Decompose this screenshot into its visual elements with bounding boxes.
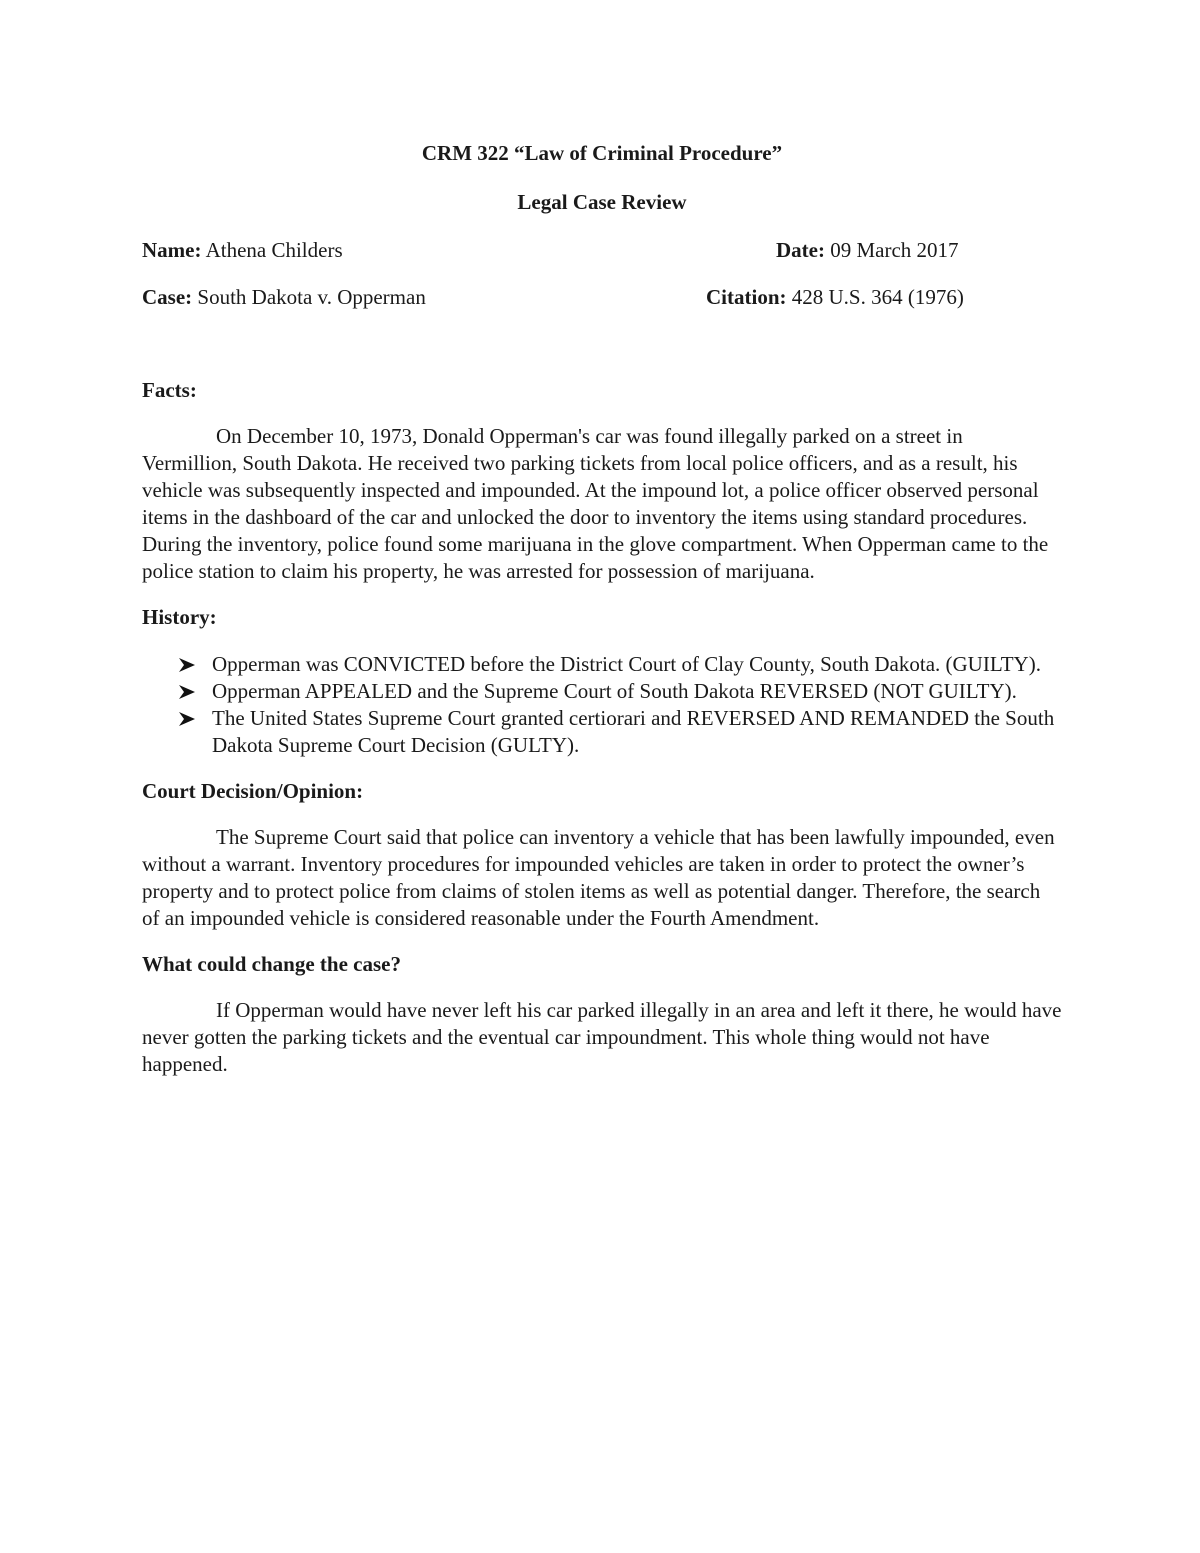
name-label: Name: — [142, 238, 202, 262]
arrow-bullet-icon — [177, 657, 197, 673]
citation-label: Citation: — [706, 285, 787, 309]
document-subtitle: Legal Case Review — [517, 190, 687, 214]
name-field — [142, 237, 343, 264]
meta-row-name-date — [142, 237, 1062, 264]
what-could-change-paragraph: If Opperman would have never left his car parked illegally in an area and left it there, he would have never gotten the parking tickets and the eventual car impoundment. This whole thing would not have happened. — [142, 998, 1062, 1076]
history-item-text: Opperman APPEALED and the Supreme Court of South Dakota REVERSED (NOT GUILTY). — [212, 679, 1017, 703]
meta-row-case-citation — [142, 284, 1062, 311]
document-title: CRM 322 “Law of Criminal Procedure” — [421, 141, 783, 165]
case-value: South Dakota v. Opperman — [192, 285, 426, 309]
name-value: Athena Childers — [201, 238, 343, 262]
facts-paragraph: On December 10, 1973, Donald Opperman's car was found illegally parked on a street in Vermillion, South Dakota. He received two parking tickets from local police officers, and as a result, his vehicle was subsequently inspected and impounded. At the impound lot, a police officer observed personal items in the dashboard of the car and unlocked the door to inventory the items using standard procedures. During the inventory, police found some marijuana in the glove compartment. When Opperman came to the police station to claim his property, he was arrested for possession of marijuana. — [142, 424, 1049, 583]
arrow-bullet-icon — [177, 684, 197, 700]
date-label: Date: — [776, 238, 825, 262]
citation-field — [706, 284, 964, 311]
arrow-bullet-icon — [177, 711, 197, 727]
history-item — [142, 651, 1062, 678]
history-list — [142, 651, 1062, 759]
history-heading: History: — [142, 605, 217, 629]
history-item-text: Opperman was CONVICTED before the District Court of Clay County, South Dakota. (GUILTY). — [212, 652, 1041, 676]
date-value: 09 March 2017 — [824, 238, 959, 262]
court-decision-paragraph: The Supreme Court said that police can inventory a vehicle that has been lawfully impounded, even without a warrant. Inventory procedures for impounded vehicles are taken in order to protect the owner’s property and to protect police from claims of stolen items as well as potential danger. Therefore, the search of an impounded vehicle is considered reasonable under the Fourth Amendment. — [142, 825, 1055, 930]
citation-value: 428 U.S. 364 (1976) — [786, 285, 964, 309]
what-could-change-heading: What could change the case? — [142, 952, 401, 976]
facts-heading: Facts: — [142, 378, 197, 402]
case-field — [142, 284, 426, 311]
history-item — [142, 678, 1062, 705]
history-item — [142, 705, 1062, 759]
date-field — [776, 237, 959, 264]
history-item-text: The United States Supreme Court granted certiorari and REVERSED AND REMANDED the South Dakota Supreme Court Decision (GULTY). — [212, 706, 1055, 757]
court-decision-heading: Court Decision/Opinion: — [142, 779, 364, 803]
case-label: Case: — [142, 285, 193, 309]
document-page — [142, 140, 1062, 1078]
